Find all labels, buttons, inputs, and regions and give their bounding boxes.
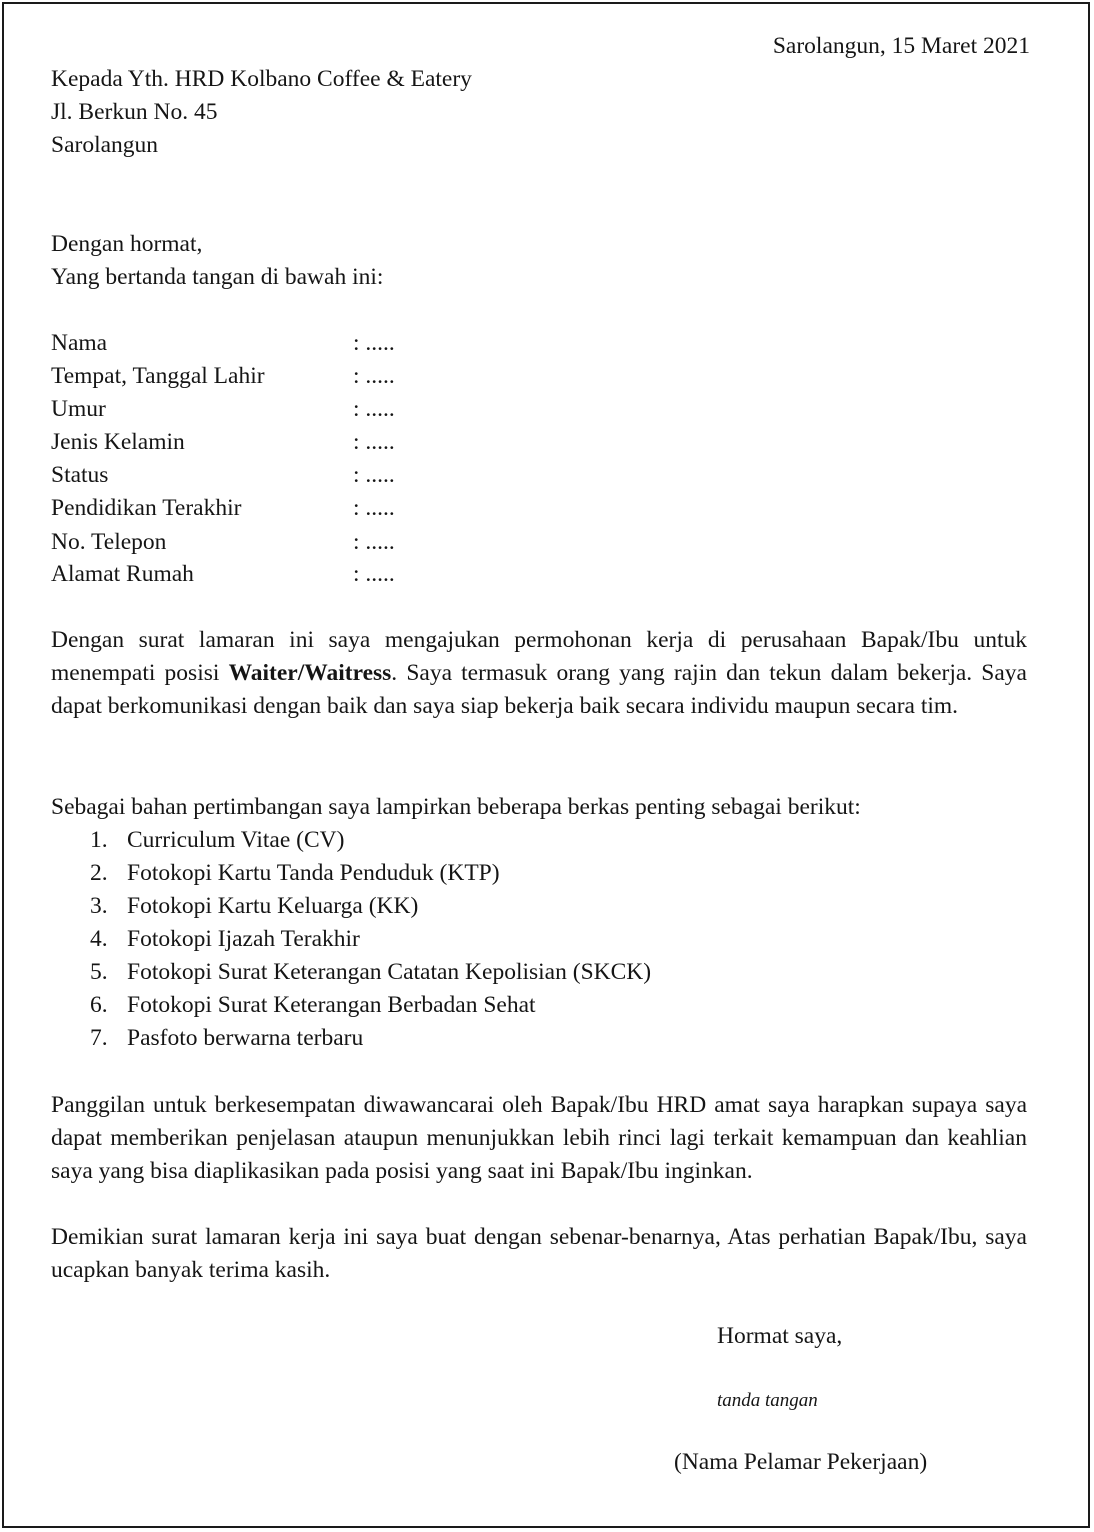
field-value-umur: : ..... [353,396,395,422]
recipient-line-2: Jl. Berkun No. 45 [51,99,218,125]
attachment-item: Fotokopi Surat Keterangan Berbadan Sehat [127,992,536,1018]
recipient-line-1: Kepada Yth. HRD Kolbano Coffee & Eatery [51,66,472,92]
field-label-jenis-kelamin: Jenis Kelamin [51,429,185,455]
attachment-number: 2. [90,860,108,886]
attachment-number: 6. [90,992,108,1018]
attachment-number: 5. [90,959,108,985]
attachment-number: 4. [90,926,108,952]
field-label-telepon: No. Telepon [51,529,167,555]
field-label-nama: Nama [51,330,108,356]
recipient-line-3: Sarolangun [51,132,159,158]
attachment-number: 7. [90,1025,108,1051]
attachment-item: Fotokopi Kartu Keluarga (KK) [127,893,419,919]
field-value-status: : ..... [353,462,395,488]
letter-date: Sarolangun, 15 Maret 2021 [772,33,1030,59]
field-label-status: Status [51,462,109,488]
field-value-telepon: : ..... [353,529,395,555]
attachment-number: 1. [90,827,108,853]
closing-salutation: Hormat saya, [717,1323,843,1349]
attachment-item: Fotokopi Surat Keterangan Catatan Kepolisian (SKCK) [127,959,652,985]
attachment-item: Curriculum Vitae (CV) [127,827,345,853]
attachment-item: Fotokopi Kartu Tanda Penduduk (KTP) [127,860,500,886]
greeting: Dengan hormat, [51,231,203,257]
attachments-intro: Sebagai bahan pertimbangan saya lampirkan beberapa berkas penting sebagai berikut: [51,794,861,820]
field-label-umur: Umur [51,396,106,422]
paragraph-closing: Demikian surat lamaran kerja ini saya buat dengan sebenar-benarnya, Atas perhatian Bapak/Ibu, saya ucapkan banyak terima kasih. [51,1224,1027,1283]
attachment-item: Fotokopi Ijazah Terakhir [127,926,360,952]
field-label-ttl: Tempat, Tanggal Lahir [51,363,265,389]
para1-after: . Saya termasuk orang yang rajin dan tekun dalam bekerja. Saya dapat berkomunikasi dengan baik dan saya siap bekerja baik secara individu maupun secara tim. [51,660,1027,719]
paragraph-interview: Panggilan untuk berkesempatan diwawancarai oleh Bapak/Ibu HRD amat saya harapkan supaya saya dapat memberikan penjelasan ataupun menunjukkan lebih rinci lagi terkait kemampuan dan keahlian saya yang bisa diaplikasikan pada posisi yang saat ini Bapak/Ibu inginkan. [51,1092,1027,1184]
field-value-ttl: : ..... [353,363,395,389]
applicant-name: (Nama Pelamar Pekerjaan) [674,1449,928,1475]
field-value-alamat: : ..... [353,561,395,587]
field-value-jenis-kelamin: : ..... [353,429,395,455]
field-value-nama: : ..... [353,330,395,356]
field-value-pendidikan: : ..... [353,495,395,521]
attachment-number: 3. [90,893,108,919]
paragraph-application [51,624,1027,723]
signature-placeholder: tanda tangan [717,1390,818,1411]
field-label-alamat: Alamat Rumah [51,561,194,587]
position-name: Waiter/Waitress [228,660,392,686]
attachment-item: Pasfoto berwarna terbaru [127,1025,364,1051]
intro-line: Yang bertanda tangan di bawah ini: [51,264,384,290]
field-label-pendidikan: Pendidikan Terakhir [51,495,242,521]
para1-before: Dengan surat lamaran ini saya mengajukan permohonan kerja di perusahaan Bapak/Ibu untuk menempati posisi [51,627,1027,686]
